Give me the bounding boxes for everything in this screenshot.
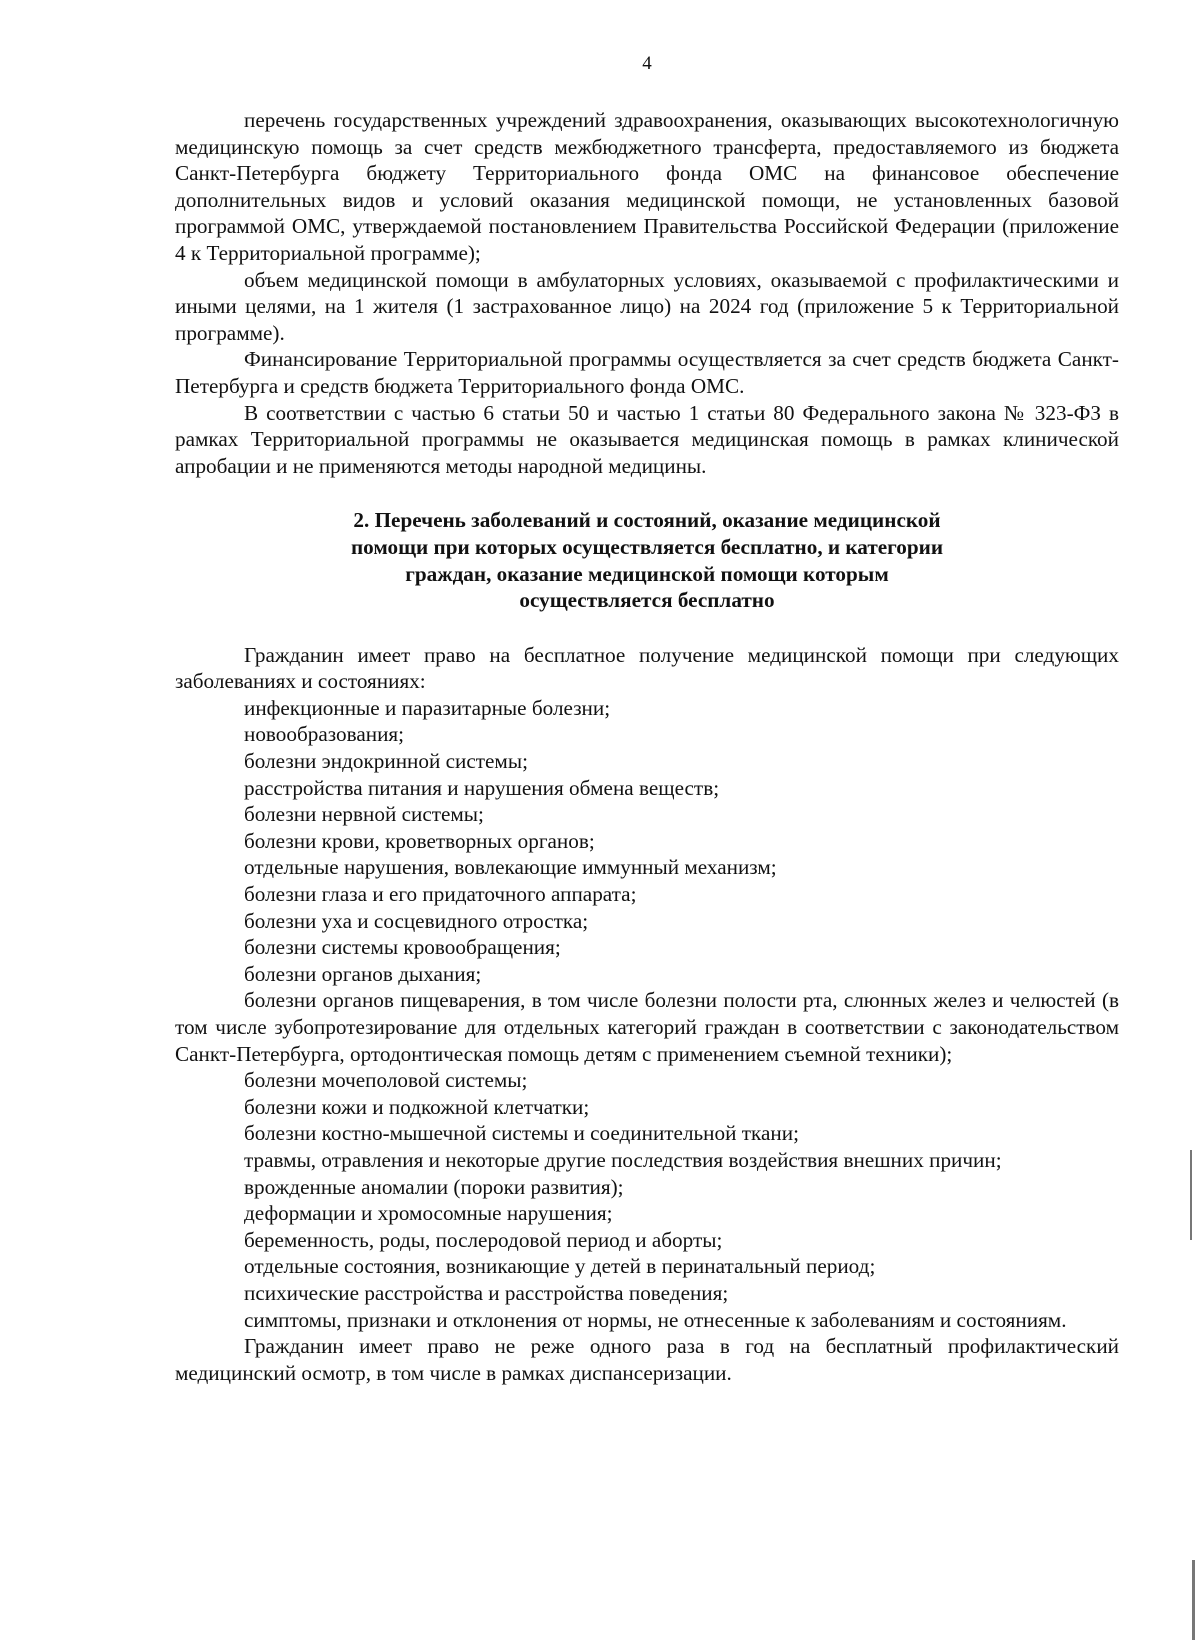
list-item: травмы, отравления и некоторые другие последствия воздействия внешних причин; <box>244 1147 1002 1172</box>
list-item: отдельные нарушения, вовлекающие иммунный механизм; <box>244 855 777 880</box>
list-item: болезни глаза и его придаточного аппарата; <box>244 882 637 907</box>
list-item: деформации и хромосомные нарушения; <box>244 1201 613 1226</box>
paragraph-checkup-right: Гражданин имеет право не реже одного раза в год на бесплатный профилактический медицинский осмотр, в том числе в рамках диспансеризации. <box>175 1334 1119 1385</box>
list-item: болезни нервной системы; <box>244 802 484 827</box>
list-item: болезни костно-мышечной системы и соединительной ткани; <box>244 1121 799 1146</box>
paragraph-ambulatory-volume: объем медицинской помощи в амбулаторных условиях, оказываемой с профилактическими и иными целями, на 1 жителя (1 застрахованное лицо) на 2024 год (приложение 5 к Территориальной программе). <box>175 267 1119 345</box>
list-item: врожденные аномалии (пороки развития); <box>244 1174 624 1199</box>
list-item: симптомы, признаки и отклонения от нормы, не отнесенные к заболеваниям и состояниям. <box>244 1307 1067 1332</box>
paragraph-list-intro: Гражданин имеет право на бесплатное получение медицинской помощи при следующих заболеваниях и состояниях: <box>175 642 1119 694</box>
scan-edge-mark <box>1190 1150 1192 1240</box>
list-item: болезни крови, кроветворных органов; <box>244 828 595 853</box>
list-item: беременность, роды, послеродовой период и аборты; <box>244 1227 723 1252</box>
page-number: 4 <box>642 53 652 74</box>
document-body <box>175 107 1119 1386</box>
list-item: болезни уха и сосцевидного отростка; <box>244 908 589 933</box>
section-heading-line: 2. Перечень заболеваний и состояний, оказание медицинской <box>353 508 941 533</box>
list-item: болезни органов пищеварения, в том числе болезни полости рта, слюнных желез и челюстей (в том числе зубопротезирование для отдельных категорий граждан в соответствии с законодательством Санкт-Петербурга, ортодонтическая помощь детям с применением съемной техники); <box>175 988 1119 1066</box>
list-item: болезни органов дыхания; <box>244 961 482 986</box>
section-heading-line: помощи при которых осуществляется бесплатно, и категории <box>350 534 944 559</box>
list-item: болезни системы кровообращения; <box>244 935 561 960</box>
section-heading-line: осуществляется бесплатно <box>519 588 775 613</box>
paragraph-hospitals-list: перечень государственных учреждений здравоохранения, оказывающих высокотехнологичную медицинскую помощь за счет средств межбюджетного трансферта, предоставляемого из бюджета Санкт-Петербурга бюджету Территориального фонда ОМС на финансовое обеспечение дополнительных видов и условий оказания медицинской помощи, не установленных базовой программой ОМС, утверждаемой постановлением Правительства Российской Федерации (приложение 4 к Территориальной программе); <box>175 108 1119 265</box>
list-item: отдельные состояния, возникающие у детей в перинатальный период; <box>244 1254 876 1279</box>
list-item: болезни эндокринной системы; <box>244 749 528 774</box>
list-item: расстройства питания и нарушения обмена веществ; <box>244 775 720 800</box>
section-heading-line: граждан, оказание медицинской помощи которым <box>405 561 889 586</box>
conditions-list <box>175 695 1119 1333</box>
list-item: болезни кожи и подкожной клетчатки; <box>244 1094 590 1119</box>
scan-edge-mark <box>1192 1560 1195 1640</box>
paragraph-financing: Финансирование Территориальной программы осуществляется за счет средств бюджета Санкт-Петербурга и средств бюджета Территориального фонда ОМС. <box>175 347 1119 398</box>
list-item: новообразования; <box>244 722 405 747</box>
list-item: психические расстройства и расстройства поведения; <box>244 1280 729 1305</box>
section-heading <box>175 507 1119 613</box>
paragraph-law-reference: В соответствии с частью 6 статьи 50 и частью 1 статьи 80 Федерального закона № 323-ФЗ в рамках Территориальной программы не оказывается медицинская помощь в рамках клинической апробации и не применяются методы народной медицины. <box>175 400 1119 478</box>
list-item: инфекционные и паразитарные болезни; <box>244 695 611 720</box>
list-item: болезни мочеполовой системы; <box>244 1068 528 1093</box>
